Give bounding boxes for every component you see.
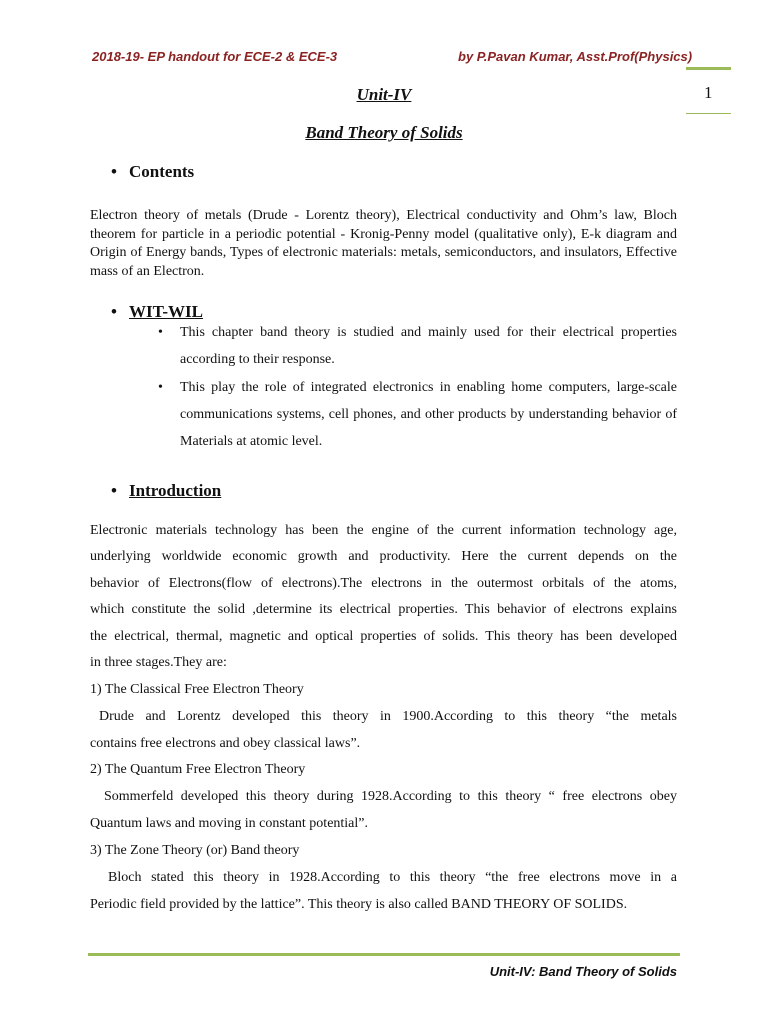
intro-line: Periodic field provided by the lattice”. This theory is also called BAND THEORY OF SOLIDS. — [90, 897, 628, 912]
witwil-heading-text: WIT-WIL — [129, 302, 204, 321]
witwil-item-text: This play the role of integrated electronics in enabling home computers, large-scale communications systems, cell phones, and other products by understanding behavior of Materials at atomic level. — [180, 380, 677, 449]
header-rule-top — [686, 67, 731, 70]
intro-line: Sommerfeld developed this theory during 1928.According to this theory “ free electrons obey — [104, 789, 677, 804]
header-rule-bottom — [686, 113, 731, 114]
bullet-icon: • — [158, 380, 163, 395]
intro-line: behavior of Electrons(flow of electrons).The electrons in the outermost orbitals of the atoms, — [90, 576, 677, 591]
contents-paragraph: Electron theory of metals (Drude - Lorentz theory), Electrical conductivity and Ohm’s law, Bloch theorem for particle in a periodic potential - Kronig-Penny model (qualitative only), E-k diagram and Origin of Energy bands, Types of electronic materials: metals, semiconductors, and insulators, Effective mass of an Electron. — [90, 208, 677, 279]
intro-line: Electronic materials technology has been the engine of the current information technology age, — [90, 523, 677, 538]
bullet-icon: • — [111, 302, 117, 321]
intro-line: which constitute the solid ,determine its electrical properties. This behavior of electrons explains — [90, 602, 677, 617]
header-right-text: by P.Pavan Kumar, Asst.Prof(Physics) — [458, 49, 693, 64]
intro-line: Quantum laws and moving in constant potential”. — [90, 816, 369, 831]
intro-line: contains free electrons and obey classical laws”. — [90, 736, 361, 751]
page-number: 1 — [704, 83, 713, 102]
chapter-title: Band Theory of Solids — [305, 123, 463, 142]
stage-heading: 2) The Quantum Free Electron Theory — [90, 762, 306, 777]
stage-heading: 3) The Zone Theory (or) Band theory — [90, 843, 300, 858]
witwil-item-text: This chapter band theory is studied and mainly used for their electrical properties according to their response. — [180, 325, 677, 367]
intro-line: Bloch stated this theory in 1928.According to this theory “the free electrons move in a — [108, 870, 677, 885]
witwil-item — [158, 374, 677, 455]
footer-rule — [88, 953, 680, 956]
bullet-icon: • — [158, 325, 163, 340]
stage-heading: 1) The Classical Free Electron Theory — [90, 682, 304, 697]
intro-line: underlying worldwide economic growth and productivity. Here the current depends on the — [90, 549, 677, 564]
contents-heading-text: Contents — [129, 162, 195, 181]
contents-heading — [111, 162, 194, 182]
witwil-item — [158, 319, 677, 373]
intro-line: in three stages.They are: — [90, 655, 227, 670]
intro-line: Drude and Lorentz developed this theory in 1900.According to this theory “the metals — [99, 709, 677, 724]
introduction-heading-text: Introduction — [129, 481, 222, 500]
introduction-heading — [111, 481, 221, 501]
bullet-icon: • — [111, 481, 117, 500]
bullet-icon: • — [111, 162, 117, 181]
unit-title: Unit-IV — [356, 85, 412, 104]
footer-text: Unit-IV: Band Theory of Solids — [489, 964, 677, 979]
header-left-text: 2018-19- EP handout for ECE-2 & ECE-3 — [92, 49, 338, 64]
intro-line: the electrical, thermal, magnetic and optical properties of solids. This theory has been developed — [90, 629, 677, 644]
